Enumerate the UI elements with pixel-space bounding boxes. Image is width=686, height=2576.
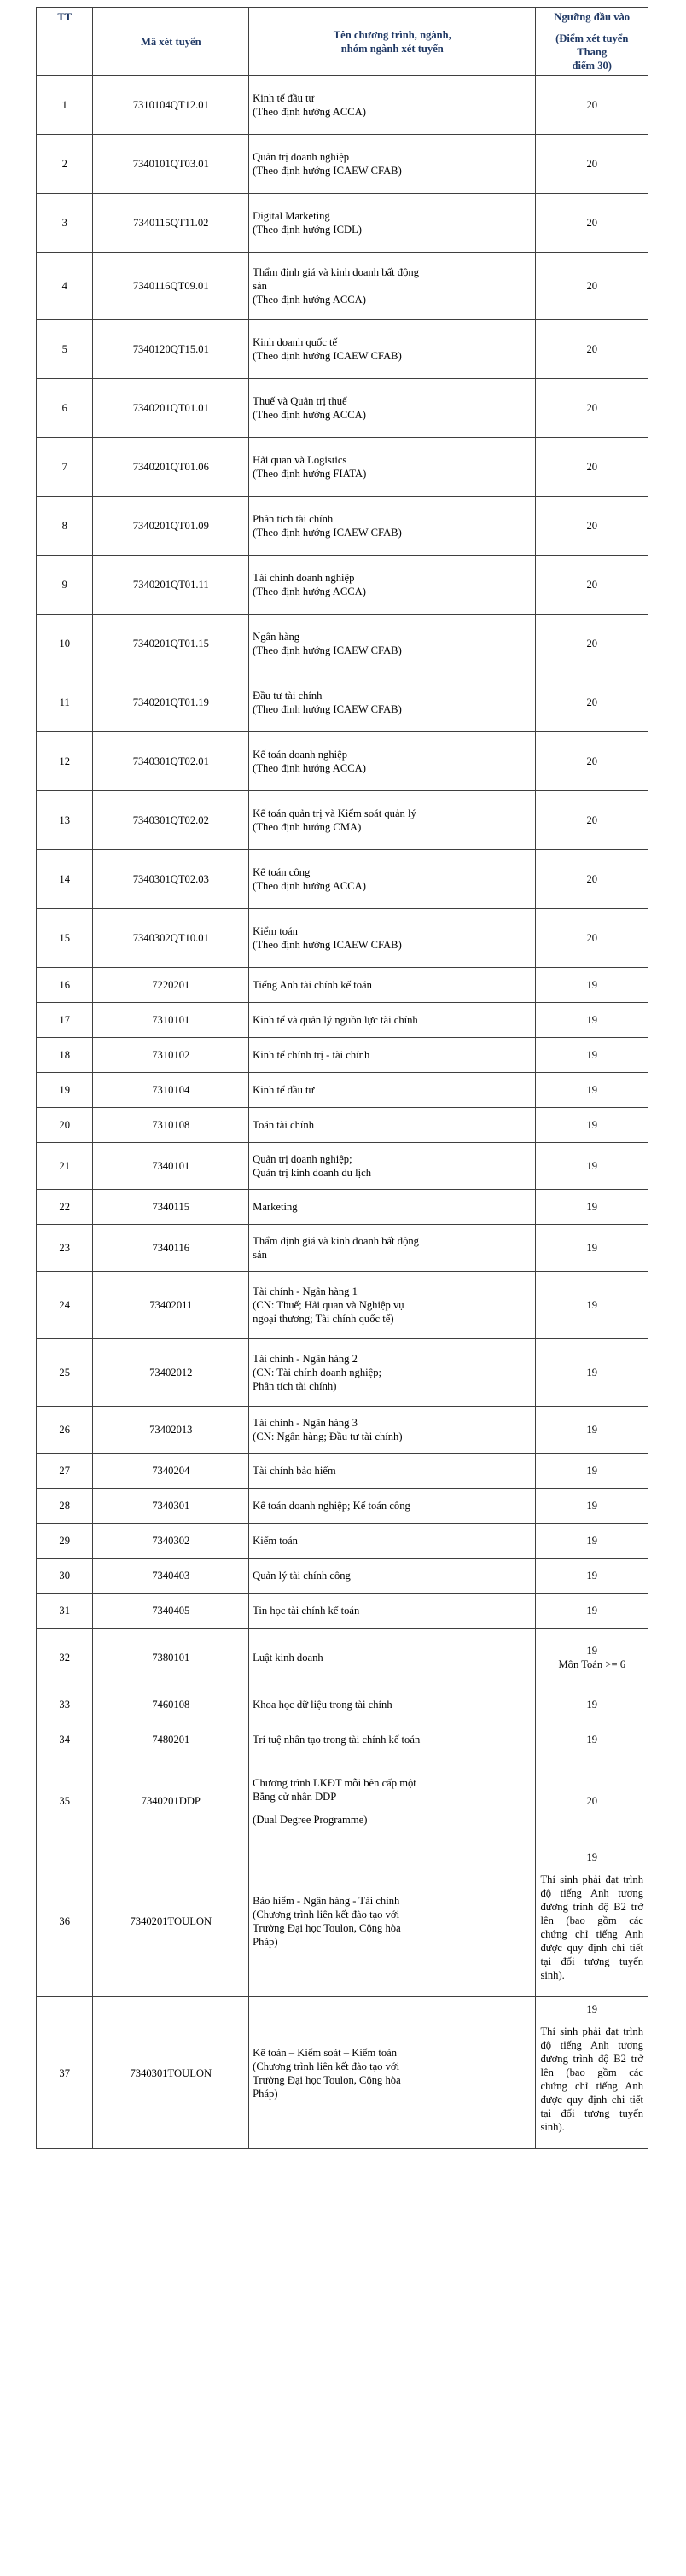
row-index-cell: 34	[37, 1722, 93, 1757]
program-name-line: (Theo định hướng ACCA)	[253, 586, 366, 598]
column-header-program-name	[249, 8, 536, 76]
program-name-cell	[249, 1687, 536, 1722]
threshold-score-cell: 19	[536, 1143, 648, 1190]
threshold-score-cell: 20	[536, 556, 648, 615]
program-name-line: Trường Đại học Toulon, Cộng hòa	[253, 1921, 401, 1934]
row-index-cell: 18	[37, 1038, 93, 1073]
table-row	[37, 1038, 648, 1073]
threshold-score-cell: 20	[536, 320, 648, 379]
row-index-cell: 7	[37, 438, 93, 497]
program-name-line: (Theo định hướng ACCA)	[253, 762, 366, 775]
threshold-score-cell: 20	[536, 791, 648, 850]
program-name-line: (Theo định hướng ACCA)	[253, 106, 366, 119]
program-name-line: Hải quan và Logistics	[253, 454, 347, 467]
row-index-cell: 10	[37, 615, 93, 673]
threshold-score-value: 19	[586, 1851, 598, 1864]
admission-code-cell: 7340101	[93, 1143, 249, 1190]
table-row	[37, 1339, 648, 1407]
threshold-score-cell: 20	[536, 76, 648, 135]
program-name-line: (Theo định hướng ACCA)	[253, 880, 366, 893]
admission-code-cell: 7340301QT02.01	[93, 732, 249, 791]
table-row	[37, 1272, 648, 1339]
program-name-line: (CN: Tài chính doanh nghiệp;	[253, 1367, 382, 1379]
threshold-score-cell: 20	[536, 438, 648, 497]
threshold-score-cell: 19	[536, 1038, 648, 1073]
admission-code-cell: 7220201	[93, 968, 249, 1003]
row-index-cell: 16	[37, 968, 93, 1003]
program-name-line: Kinh tế đầu tư	[253, 1084, 315, 1097]
program-name-cell	[249, 1073, 536, 1108]
table-row	[37, 1559, 648, 1594]
table-row	[37, 1997, 648, 2149]
program-name-line: Phân tích tài chính	[253, 513, 334, 526]
admission-code-cell: 7340201QT01.06	[93, 438, 249, 497]
program-name-line: Kiểm toán	[253, 1535, 298, 1547]
program-name-cell	[249, 1272, 536, 1339]
table-row	[37, 850, 648, 909]
program-name-cell	[249, 135, 536, 194]
program-name-line: Khoa học dữ liệu trong tài chính	[253, 1699, 392, 1711]
table-row	[37, 438, 648, 497]
program-name-line: Kinh tế chính trị - tài chính	[253, 1049, 370, 1062]
admission-code-cell: 7340201QT01.19	[93, 673, 249, 732]
threshold-score-cell: 20	[536, 615, 648, 673]
threshold-score-cell: 20	[536, 497, 648, 556]
table-row	[37, 556, 648, 615]
program-name-line: (Theo định hướng CMA)	[253, 821, 362, 834]
table-row	[37, 194, 648, 253]
admission-code-cell: 7340301QT02.03	[93, 850, 249, 909]
program-name-line: Thuế và Quản trị thuế	[253, 395, 347, 408]
program-name-line: (Theo định hướng ACCA)	[253, 294, 366, 306]
row-index-cell: 19	[37, 1073, 93, 1108]
admission-code-cell: 7340116QT09.01	[93, 253, 249, 320]
threshold-score-cell	[536, 1845, 648, 1997]
row-index-cell: 33	[37, 1687, 93, 1722]
row-index-cell: 4	[37, 253, 93, 320]
column-header-tt-label: TT	[57, 11, 73, 23]
admission-code-cell: 7340201QT01.01	[93, 379, 249, 438]
program-name-spacer	[253, 1804, 532, 1813]
program-name-cell	[249, 1190, 536, 1225]
program-name-cell	[249, 556, 536, 615]
program-name-cell	[249, 1559, 536, 1594]
program-name-cell	[249, 1489, 536, 1524]
threshold-score-cell	[536, 1629, 648, 1687]
column-header-threshold-line1: Ngưỡng đầu vào	[554, 11, 631, 23]
program-name-line: Bảo hiểm - Ngân hàng - Tài chính	[253, 1894, 400, 1907]
program-name-line: Chương trình LKĐT mỗi bên cấp một	[253, 1776, 416, 1789]
table-row	[37, 1489, 648, 1524]
table-row	[37, 76, 648, 135]
admission-code-cell: 7340301TOULON	[93, 1997, 249, 2149]
column-header-threshold-line2: (Điểm xét tuyển Thang	[555, 32, 629, 59]
table-row	[37, 1190, 648, 1225]
column-header-tt	[37, 8, 93, 76]
program-name-cell	[249, 1757, 536, 1845]
threshold-score-cell: 20	[536, 850, 648, 909]
program-name-line: Digital Marketing	[253, 210, 330, 223]
column-header-program-name-line2: nhóm ngành xét tuyển	[340, 42, 444, 55]
row-index-cell: 8	[37, 497, 93, 556]
program-name-line: sản	[253, 280, 267, 293]
threshold-score-note: Thí sinh phải đạt trình độ tiếng Anh tương đương trình độ B2 trở lên (bao gồm các chứng chỉ tiếng Anh được quy định chi tiết tại đối tượng tuyển sinh).	[540, 1873, 643, 1982]
threshold-score-cell: 19	[536, 1073, 648, 1108]
program-name-cell	[249, 791, 536, 850]
threshold-score-cell: 20	[536, 909, 648, 968]
table-row	[37, 1003, 648, 1038]
program-name-line: (CN: Thuế; Hải quan và Nghiệp vụ	[253, 1299, 404, 1312]
program-name-line: Luật kinh doanh	[253, 1652, 323, 1664]
table-row	[37, 732, 648, 791]
program-name-line: Phân tích tài chính)	[253, 1380, 337, 1393]
program-name-line: (Theo định hướng ICAEW CFAB)	[253, 939, 402, 952]
program-name-line: Kinh tế đầu tư	[253, 92, 315, 105]
row-index-cell: 2	[37, 135, 93, 194]
table-row	[37, 1143, 648, 1190]
threshold-score-cell: 19	[536, 1108, 648, 1143]
admission-code-cell: 7340116	[93, 1225, 249, 1272]
row-index-cell: 25	[37, 1339, 93, 1407]
row-index-cell: 11	[37, 673, 93, 732]
program-name-line: Kế toán doanh nghiệp; Kế toán công	[253, 1500, 410, 1512]
threshold-score-cell: 20	[536, 732, 648, 791]
admission-code-cell: 7340115	[93, 1190, 249, 1225]
program-name-line: Kinh doanh quốc tế	[253, 336, 338, 349]
program-name-line: Quản trị doanh nghiệp;	[253, 1153, 352, 1166]
program-name-line: Kế toán công	[253, 866, 311, 879]
admission-code-cell: 7340201QT01.15	[93, 615, 249, 673]
program-name-line: Đầu tư tài chính	[253, 690, 323, 702]
admission-code-cell: 7310108	[93, 1108, 249, 1143]
program-name-cell	[249, 1003, 536, 1038]
program-name-line: Quản trị doanh nghiệp	[253, 151, 350, 164]
program-name-line: Thẩm định giá và kinh doanh bất động	[253, 1235, 419, 1248]
threshold-score-cell: 19	[536, 1559, 648, 1594]
admission-code-cell: 7340302QT10.01	[93, 909, 249, 968]
threshold-score-cell: 20	[536, 379, 648, 438]
program-name-cell	[249, 1524, 536, 1559]
admission-code-cell: 73402012	[93, 1339, 249, 1407]
program-name-line: ngoại thương; Tài chính quốc tế)	[253, 1313, 394, 1326]
threshold-score-cell: 19	[536, 1722, 648, 1757]
row-index-cell: 35	[37, 1757, 93, 1845]
program-name-line: Kế toán doanh nghiệp	[253, 749, 348, 761]
row-index-cell: 26	[37, 1407, 93, 1454]
program-name-cell	[249, 1108, 536, 1143]
admission-code-cell: 7340115QT11.02	[93, 194, 249, 253]
row-index-cell: 32	[37, 1629, 93, 1687]
table-row	[37, 135, 648, 194]
program-name-line: (Chương trình liên kết đào tạo với	[253, 1908, 400, 1920]
program-name-line: Quản trị kinh doanh du lịch	[253, 1167, 371, 1180]
table-row	[37, 379, 648, 438]
row-index-cell: 36	[37, 1845, 93, 1997]
row-index-cell: 13	[37, 791, 93, 850]
row-index-cell: 30	[37, 1559, 93, 1594]
table-row	[37, 1757, 648, 1845]
program-name-cell	[249, 76, 536, 135]
column-header-program-name-line1: Tên chương trình, ngành,	[333, 28, 451, 41]
admission-code-cell: 7340204	[93, 1454, 249, 1489]
threshold-score-cell: 19	[536, 1339, 648, 1407]
row-index-cell: 6	[37, 379, 93, 438]
threshold-score-note: Thí sinh phải đạt trình độ tiếng Anh tương đương trình độ B2 trở lên (bao gồm các chứng chỉ tiếng Anh được quy định chi tiết tại đối tượng tuyển sinh).	[540, 2025, 643, 2134]
table-row	[37, 791, 648, 850]
table-row	[37, 615, 648, 673]
threshold-score-cell: 20	[536, 673, 648, 732]
threshold-score-cell	[536, 1997, 648, 2149]
threshold-score-cell: 19	[536, 1524, 648, 1559]
table-row	[37, 1225, 648, 1272]
admission-threshold-table	[36, 7, 648, 2149]
admission-code-cell: 7310104QT12.01	[93, 76, 249, 135]
table-row	[37, 1594, 648, 1629]
threshold-score-value: 19	[586, 2003, 598, 2016]
program-name-cell	[249, 1997, 536, 2149]
program-name-line: Tin học tài chính kế toán	[253, 1605, 360, 1617]
program-name-line: Kế toán quản trị và Kiểm soát quản lý	[253, 807, 416, 820]
program-name-cell	[249, 1722, 536, 1757]
threshold-score-cell: 19	[536, 1003, 648, 1038]
program-name-cell	[249, 968, 536, 1003]
program-name-cell	[249, 1225, 536, 1272]
row-index-cell: 24	[37, 1272, 93, 1339]
program-name-line: Trí tuệ nhân tạo trong tài chính kế toán	[253, 1734, 421, 1746]
program-name-cell	[249, 1038, 536, 1073]
row-index-cell: 22	[37, 1190, 93, 1225]
column-header-threshold	[536, 8, 648, 76]
admission-code-cell: 7340201QT01.09	[93, 497, 249, 556]
table-row	[37, 497, 648, 556]
row-index-cell: 1	[37, 76, 93, 135]
table-body	[37, 76, 648, 2149]
program-name-line: Tài chính - Ngân hàng 2	[253, 1353, 358, 1366]
threshold-score-cell: 19	[536, 1454, 648, 1489]
program-name-line: Bằng cử nhân DDP	[253, 1790, 337, 1803]
table-row	[37, 968, 648, 1003]
row-index-cell: 31	[37, 1594, 93, 1629]
program-name-line: (Dual Degree Programme)	[253, 1813, 368, 1826]
program-name-line: Tài chính doanh nghiệp	[253, 572, 355, 585]
program-name-line: Tiếng Anh tài chính kế toán	[253, 979, 372, 992]
program-name-line: sản	[253, 1249, 267, 1262]
program-name-line: Pháp)	[253, 1936, 278, 1949]
admission-code-cell: 7310102	[93, 1038, 249, 1073]
program-name-line: Trường Đại học Toulon, Cộng hòa	[253, 2073, 401, 2086]
column-header-code	[93, 8, 249, 76]
threshold-score-cell: 19	[536, 1489, 648, 1524]
program-name-cell	[249, 909, 536, 968]
program-name-line: Kinh tế và quản lý nguồn lực tài chính	[253, 1014, 418, 1027]
admission-code-cell: 7460108	[93, 1687, 249, 1722]
table-row	[37, 673, 648, 732]
program-name-line: (Theo định hướng FIATA)	[253, 468, 367, 481]
program-name-line: Marketing	[253, 1201, 298, 1214]
program-name-cell	[249, 194, 536, 253]
admission-code-cell: 73402011	[93, 1272, 249, 1339]
threshold-score-cell: 19	[536, 1190, 648, 1225]
program-name-line: Kế toán – Kiểm soát – Kiểm toán	[253, 2046, 398, 2059]
admission-code-cell: 7340101QT03.01	[93, 135, 249, 194]
table-row	[37, 1687, 648, 1722]
program-name-cell	[249, 1629, 536, 1687]
row-index-cell: 5	[37, 320, 93, 379]
admission-code-cell: 7340403	[93, 1559, 249, 1594]
program-name-cell	[249, 1407, 536, 1454]
row-index-cell: 17	[37, 1003, 93, 1038]
table-row	[37, 1524, 648, 1559]
threshold-score-cell: 19	[536, 968, 648, 1003]
threshold-score-cell: 20	[536, 194, 648, 253]
program-name-line: (Theo định hướng ICAEW CFAB)	[253, 165, 402, 178]
admission-code-cell: 7340120QT15.01	[93, 320, 249, 379]
program-name-cell	[249, 253, 536, 320]
table-header	[37, 8, 648, 76]
program-name-cell	[249, 1339, 536, 1407]
row-index-cell: 21	[37, 1143, 93, 1190]
program-name-cell	[249, 1143, 536, 1190]
program-name-line: Kiểm toán	[253, 925, 298, 938]
program-name-cell	[249, 379, 536, 438]
table-row	[37, 1407, 648, 1454]
program-name-line: Toán tài chính	[253, 1119, 315, 1132]
program-name-line: (Theo định hướng ICDL)	[253, 224, 362, 236]
threshold-score-cell: 20	[536, 253, 648, 320]
table-row	[37, 253, 648, 320]
program-name-line: Thẩm định giá và kinh doanh bất động	[253, 266, 419, 279]
table-row	[37, 320, 648, 379]
admission-code-cell: 7340301QT02.02	[93, 791, 249, 850]
program-name-line: (Theo định hướng ACCA)	[253, 409, 366, 422]
admission-code-cell: 73402013	[93, 1407, 249, 1454]
admission-code-cell: 7340301	[93, 1489, 249, 1524]
program-name-cell	[249, 438, 536, 497]
admission-code-cell: 7310101	[93, 1003, 249, 1038]
program-name-line: (Theo định hướng ICAEW CFAB)	[253, 527, 402, 539]
row-index-cell: 9	[37, 556, 93, 615]
table-row	[37, 1845, 648, 1997]
column-header-code-label: Mã xét tuyển	[140, 35, 201, 48]
threshold-score-cell: 19	[536, 1272, 648, 1339]
threshold-score-cell: 20	[536, 1757, 648, 1845]
program-name-cell	[249, 1454, 536, 1489]
program-name-line: Tài chính - Ngân hàng 1	[253, 1285, 358, 1298]
table-row	[37, 1722, 648, 1757]
admission-code-cell: 7310104	[93, 1073, 249, 1108]
admission-code-cell: 7340201TOULON	[93, 1845, 249, 1997]
program-name-cell	[249, 850, 536, 909]
column-header-threshold-line3: điểm 30)	[572, 60, 612, 73]
program-name-line: (Theo định hướng ICAEW CFAB)	[253, 644, 402, 657]
admission-code-cell: 7340405	[93, 1594, 249, 1629]
table-row	[37, 1629, 648, 1687]
admission-code-cell: 7480201	[93, 1722, 249, 1757]
program-name-cell	[249, 320, 536, 379]
program-name-cell	[249, 673, 536, 732]
program-name-line: Tài chính bảo hiểm	[253, 1465, 336, 1477]
program-name-line: Tài chính - Ngân hàng 3	[253, 1417, 358, 1430]
row-index-cell: 37	[37, 1997, 93, 2149]
program-name-cell	[249, 497, 536, 556]
threshold-score-cell: 19	[536, 1687, 648, 1722]
row-index-cell: 3	[37, 194, 93, 253]
program-name-line: (Theo định hướng ICAEW CFAB)	[253, 703, 402, 716]
program-name-line: Ngân hàng	[253, 631, 300, 644]
row-index-cell: 12	[37, 732, 93, 791]
table-row	[37, 1454, 648, 1489]
program-name-cell	[249, 1594, 536, 1629]
program-name-cell	[249, 615, 536, 673]
admission-code-cell: 7340201QT01.11	[93, 556, 249, 615]
threshold-score-cell: 20	[536, 135, 648, 194]
table-row	[37, 1073, 648, 1108]
program-name-cell	[249, 732, 536, 791]
row-index-cell: 29	[37, 1524, 93, 1559]
row-index-cell: 28	[37, 1489, 93, 1524]
threshold-score-note: Môn Toán >= 6	[558, 1658, 625, 1671]
row-index-cell: 23	[37, 1225, 93, 1272]
program-name-line: Pháp)	[253, 2088, 278, 2101]
program-name-line: (Theo định hướng ICAEW CFAB)	[253, 350, 402, 363]
admission-code-cell: 7340302	[93, 1524, 249, 1559]
threshold-score-value: 19	[586, 1645, 598, 1658]
row-index-cell: 14	[37, 850, 93, 909]
row-index-cell: 20	[37, 1108, 93, 1143]
admission-code-cell: 7340201DDP	[93, 1757, 249, 1845]
header-row	[37, 8, 648, 76]
program-name-line: (CN: Ngân hàng; Đầu tư tài chính)	[253, 1431, 403, 1443]
threshold-score-cell: 19	[536, 1594, 648, 1629]
threshold-score-cell: 19	[536, 1407, 648, 1454]
program-name-line: (Chương trình liên kết đào tạo với	[253, 2060, 400, 2072]
table-row	[37, 909, 648, 968]
threshold-score-cell: 19	[536, 1225, 648, 1272]
admission-code-cell: 7380101	[93, 1629, 249, 1687]
row-index-cell: 15	[37, 909, 93, 968]
program-name-cell	[249, 1845, 536, 1997]
program-name-line: Quản lý tài chính công	[253, 1570, 351, 1582]
row-index-cell: 27	[37, 1454, 93, 1489]
table-row	[37, 1108, 648, 1143]
